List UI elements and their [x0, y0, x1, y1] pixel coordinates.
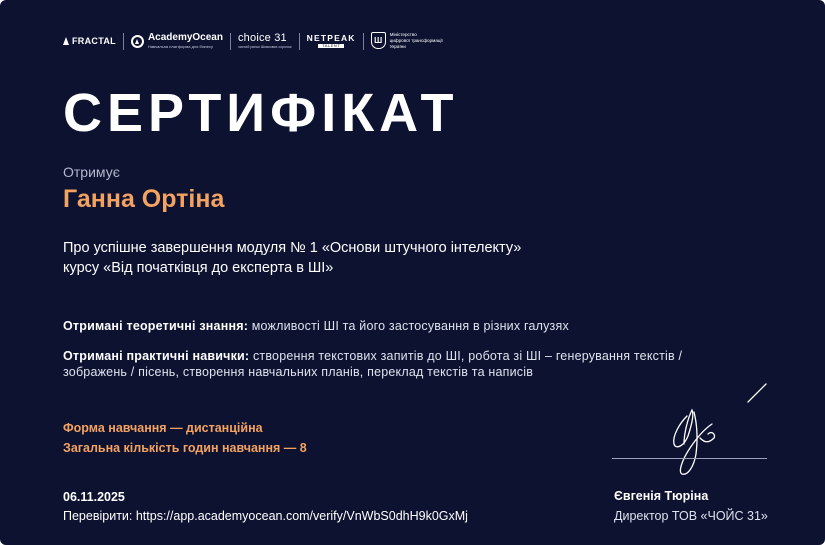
receives-label: Отримує — [63, 164, 120, 180]
practice-text: створення текстових запитів до ШІ, робота зі ШІ – генерування текстів / зображень / пісень, створення навчальних планів, переклад текстів та написів — [63, 349, 683, 379]
academyocean-tagline: Навчальна платформа для бізнесу — [147, 44, 213, 49]
logo-divider — [123, 33, 124, 50]
choice31-logo — [238, 33, 292, 50]
signature-line — [612, 458, 767, 459]
academyocean-name: AcademyOcean — [147, 32, 223, 43]
fractal-logo — [63, 36, 116, 46]
verify-link[interactable]: Перевірити: https://app.academyocean.com/verify/VnWbS0dhH9k0GxMj — [63, 509, 468, 523]
fractal-logo-text: FRACTAL — [72, 36, 116, 46]
academyocean-icon — [131, 35, 144, 48]
logo-divider — [363, 33, 364, 50]
logo-divider — [230, 33, 231, 50]
trident-icon: Ш — [371, 32, 386, 49]
study-form: Форма навчання — дистанційна — [63, 421, 263, 435]
choice31-tagline: чистий ринок Шовкових сорочок — [237, 44, 292, 49]
logo-divider — [299, 33, 300, 50]
academyocean-logo — [131, 33, 223, 49]
signer-role: Директор ТОВ «ЧОЙС 31» — [614, 509, 768, 523]
ministry-logo — [371, 32, 443, 49]
fractal-icon — [63, 37, 69, 45]
practical-skills — [63, 348, 683, 380]
total-hours: Загальна кількість годин навчання — 8 — [63, 441, 307, 455]
completion-line-module: Про успішне завершення модуля № 1 «Основи штучного інтелекту» — [63, 240, 522, 256]
netpeak-logo — [307, 34, 356, 49]
completion-statement — [63, 238, 521, 278]
theory-label: Отримані теоретичні знання: — [63, 319, 249, 333]
completion-line-course: курсу «Від початківця до експерта в ШІ» — [63, 260, 334, 276]
certificate-title: СЕРТИФІКАТ — [63, 83, 459, 143]
partner-logos — [63, 30, 443, 52]
theory-text: можливості ШІ та його застосування в різних галузях — [251, 319, 569, 333]
theory-knowledge — [63, 319, 569, 333]
recipient-name: Ганна Ортіна — [63, 185, 225, 213]
netpeak-talent-badge: TALENT — [318, 44, 344, 48]
netpeak-name: NETPEAK — [306, 32, 356, 43]
ministry-name: Міністерство цифрової трансформації України — [389, 32, 443, 49]
practice-label: Отримані практичні навички: — [63, 349, 250, 363]
signature-image — [612, 378, 782, 483]
signer-name: Євгенія Тюріна — [614, 489, 709, 503]
choice31-name: choice 31 — [237, 31, 287, 44]
issue-date: 06.11.2025 — [63, 490, 125, 504]
